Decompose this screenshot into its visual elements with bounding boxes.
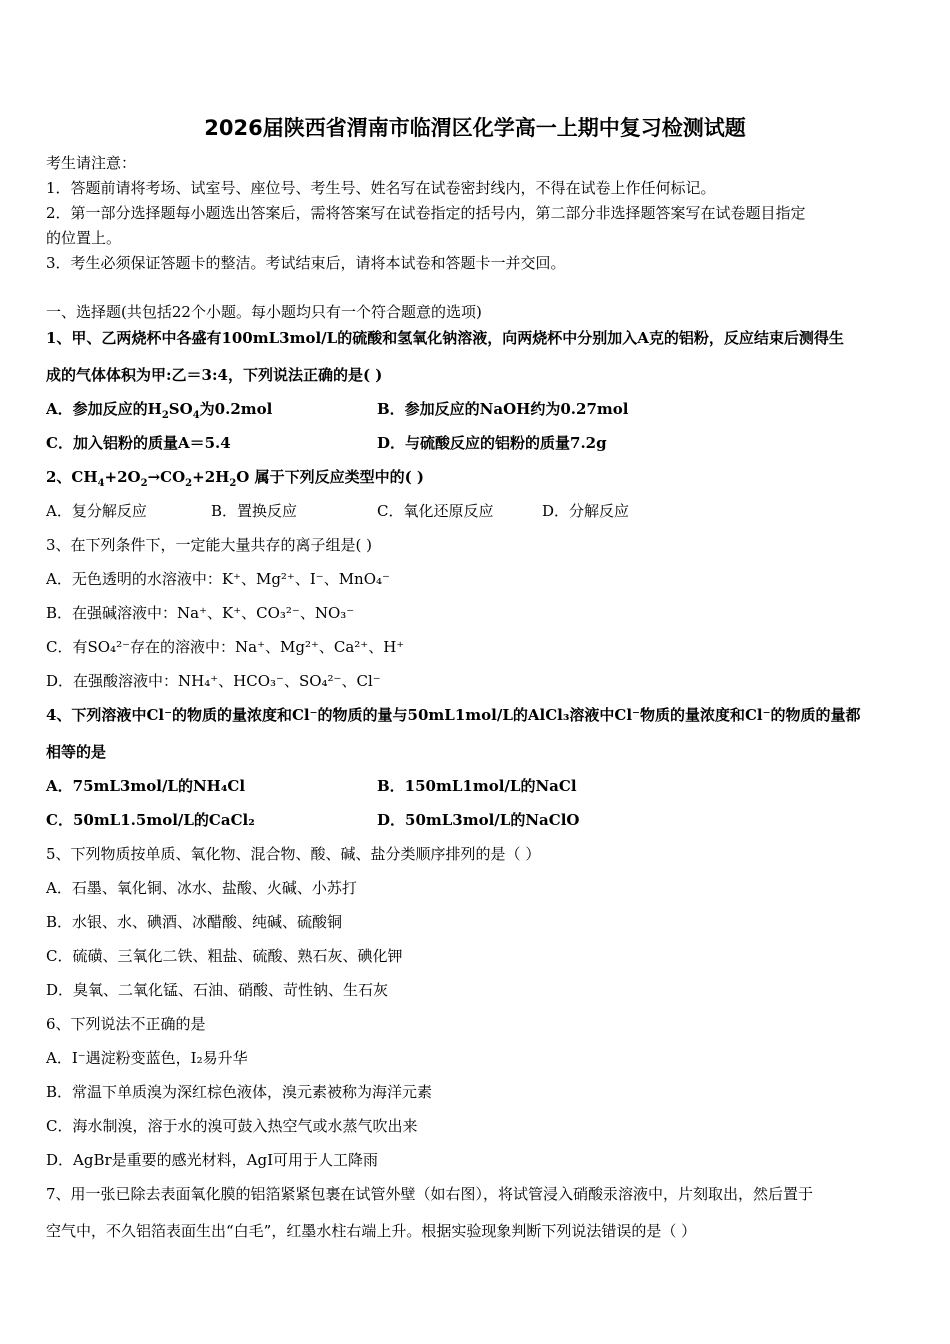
question-2-option-a: A．复分解反应 — [46, 502, 147, 520]
section-heading: 一、选择题(共包括22个小题。每小题均只有一个符合题意的选项) — [46, 303, 482, 321]
notice-heading: 考生请注意： — [46, 154, 137, 172]
question-5-option-a: A．石墨、氧化铜、冰水、盐酸、火碱、小苏打 — [46, 879, 357, 897]
question-1-option-b: B．参加反应的NaOH约为0.27mol — [377, 400, 629, 418]
question-2-option-c: C．氧化还原反应 — [377, 502, 494, 520]
question-6-option-a: A．I⁻遇淀粉变蓝色，I₂易升华 — [46, 1049, 248, 1067]
question-6-option-b: B．常温下单质溴为深红棕色液体，溴元素被称为海洋元素 — [46, 1083, 433, 1101]
question-4-stem-cont: 相等的是 — [46, 743, 107, 761]
question-1-option-c: C．加入铝粉的质量A＝5.4 — [46, 434, 231, 452]
question-4-option-d: D．50mL3mol/L的NaClO — [377, 811, 580, 829]
question-6-option-d: D．AgBr是重要的感光材料，AgI可用于人工降雨 — [46, 1151, 379, 1169]
question-5-stem: 5、下列物质按单质、氧化物、混合物、酸、碱、盐分类顺序排列的是（ ） — [46, 845, 541, 863]
question-3-option-a: A．无色透明的水溶液中：K⁺、Mg²⁺、I⁻、MnO₄⁻ — [46, 570, 390, 588]
question-4-option-c: C．50mL1.5mol/L的CaCl₂ — [46, 811, 255, 829]
question-4-option-b: B．150mL1mol/L的NaCl — [377, 777, 577, 795]
question-1-stem: 1、甲、乙两烧杯中各盛有100mL3mol/L的硫酸和氢氧化钠溶液，向两烧杯中分别加入A克的铝粉，反应结束后测得生 — [46, 329, 844, 347]
question-2-option-d: D．分解反应 — [542, 502, 630, 520]
question-1-option-a: A．参加反应的$H_2SO_4$为0.2mol — [46, 400, 273, 421]
question-5-option-c: C．硫磺、三氧化二铁、粗盐、硫酸、熟石灰、碘化钾 — [46, 947, 403, 965]
notice-item: 2．第一部分选择题每小题选出答案后，需将答案写在试卷指定的括号内，第二部分非选择题答案写在试卷题目指定 — [46, 204, 806, 222]
question-4-option-a: A．75mL3mol/L的NH₄Cl — [46, 777, 246, 795]
question-2-option-b: B．置换反应 — [211, 502, 298, 520]
question-1-option-d: D．与硫酸反应的铝粉的质量7.2g — [377, 434, 607, 452]
question-5-option-d: D．臭氧、二氧化锰、石油、硝酸、苛性钠、生石灰 — [46, 981, 389, 999]
question-3-stem: 3、在下列条件下，一定能大量共存的离子组是( ) — [46, 536, 373, 554]
question-6-stem: 6、下列说法不正确的是 — [46, 1015, 206, 1033]
question-1-stem-cont: 成的气体体积为甲:乙＝3:4，下列说法正确的是( ) — [46, 366, 383, 384]
question-5-option-b: B．水银、水、碘酒、冰醋酸、纯碱、硫酸铜 — [46, 913, 343, 931]
question-4-stem: 4、下列溶液中Cl⁻的物质的量浓度和Cl⁻的物质的量与50mL1mol/L的AlCl₃溶液中Cl⁻物质的量浓度和Cl⁻的物质的量都 — [46, 706, 861, 724]
question-3-option-d: D．在强酸溶液中：NH₄⁺、HCO₃⁻、SO₄²⁻、Cl⁻ — [46, 672, 381, 690]
question-3-option-b: B．在强碱溶液中：Na⁺、K⁺、CO₃²⁻、NO₃⁻ — [46, 604, 355, 622]
notice-item: 的位置上。 — [46, 229, 122, 247]
question-7-stem-cont: 空气中，不久铝箔表面生出“白毛”，红墨水柱右端上升。根据实验现象判断下列说法错误的是（ ） — [46, 1222, 697, 1240]
question-7-stem: 7、用一张已除去表面氧化膜的铝箔紧紧包裹在试管外壁（如右图），将试管浸入硝酸汞溶液中，片刻取出，然后置于 — [46, 1185, 814, 1203]
question-6-option-c: C．海水制溴，溶于水的溴可鼓入热空气或水蒸气吹出来 — [46, 1117, 418, 1135]
question-2-stem: 2、$CH_4+2O_2\to CO_2+2H_2O$ 属于下列反应类型中的( ) — [46, 468, 424, 489]
notice-item: 3．考生必须保证答题卡的整洁。考试结束后，请将本试卷和答题卡一并交回。 — [46, 254, 566, 272]
notice-item: 1．答题前请将考场、试室号、座位号、考生号、姓名写在试卷密封线内，不得在试卷上作任何标记。 — [46, 179, 716, 197]
question-3-option-c: C．有SO₄²⁻存在的溶液中：Na⁺、Mg²⁺、Ca²⁺、H⁺ — [46, 638, 405, 656]
page-title: 2026届陕西省渭南市临渭区化学高一上期中复习检测试题 — [204, 116, 746, 140]
